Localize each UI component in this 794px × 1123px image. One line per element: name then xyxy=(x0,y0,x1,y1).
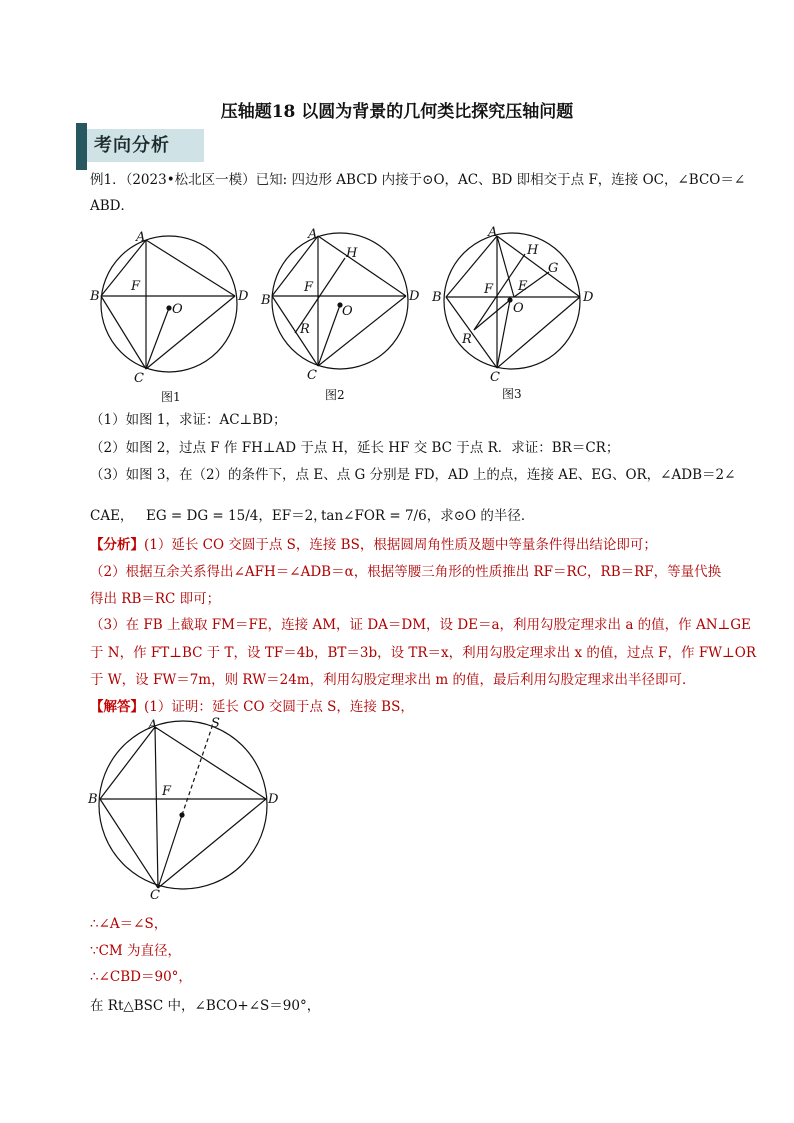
sol-label-B: B xyxy=(88,792,98,807)
figure-2 xyxy=(272,233,408,369)
analysis-text-1: (1）延长 CO 交圆于点 S，连接 BS，根据圆周角性质及题中等量条件得出结论即可； xyxy=(144,537,657,553)
page-title: 压轴题18 以圆为背景的几何类比探究压轴问题 xyxy=(220,102,574,122)
fig2-label-O: O xyxy=(342,304,353,319)
analysis-line-2: （2）根据互余关系得出∠AFH＝∠ADB＝α，根据等腰三角形的性质推出 RF＝RC，RB＝RF，等量代换 xyxy=(90,564,722,580)
solution-figure xyxy=(80,715,300,903)
analysis-line-1 xyxy=(90,535,657,555)
fig1-label-D: D xyxy=(238,289,249,304)
question-3-line-2-start: CAE， xyxy=(90,508,134,524)
solution-step-4: 在 Rt△BSC 中，∠BCO+∠S＝90°， xyxy=(90,998,321,1014)
solution-text-1: (1）证明：延长 CO 交圆于点 S，连接 BS， xyxy=(144,699,414,715)
fig3-label-O: O xyxy=(513,301,524,316)
fig3-label-B: B xyxy=(432,290,442,305)
solution-tag: 【解答】 xyxy=(90,699,144,715)
fig3-label-A: A xyxy=(488,225,498,240)
fig3-label-D: D xyxy=(583,290,594,305)
sol-label-A: A xyxy=(148,718,158,733)
analysis-line-5: 于 N，作 FT⊥BC 于 T，设 TF＝4b，BT＝3b，设 TR＝x，利用勾股定理求出 x 的值，过点 F，作 FW⊥OR xyxy=(90,645,756,661)
problem-line-1: 例1．（2023•松北区一模）已知: 四边形 ABCD 内接于⊙O，AC、BD 即相交于点 F，连接 OC，∠BCO＝∠ xyxy=(90,172,746,188)
fig3-label-R: R xyxy=(462,332,472,347)
figure-1-caption: 图1 xyxy=(161,390,181,404)
fig3-label-F: F xyxy=(484,282,494,297)
figure-3-caption: 图3 xyxy=(502,387,522,401)
section-label: 考向分析 xyxy=(94,135,170,156)
fig3-label-E: E xyxy=(518,279,528,294)
fig2-label-C: C xyxy=(307,368,317,383)
fig1-label-A: A xyxy=(136,230,146,245)
sol-label-C: C xyxy=(150,888,160,903)
analysis-tag: 【分析】 xyxy=(90,537,144,553)
geometry-figures xyxy=(0,0,794,420)
fig2-label-B: B xyxy=(261,293,271,308)
figure-3 xyxy=(444,233,580,369)
fig1-label-O: O xyxy=(172,302,183,317)
sol-label-D: D xyxy=(268,792,279,807)
fig2-label-A: A xyxy=(308,227,318,242)
figure-1 xyxy=(101,236,237,372)
fig2-label-F: F xyxy=(304,280,314,295)
question-2: （2）如图 2，过点 F 作 FH⊥AD 于点 H，延长 HF 交 BC 于点 R．求证：BR＝CR； xyxy=(90,440,620,456)
fig2-label-R: R xyxy=(300,322,310,337)
question-3-equation: EG = DG = 15/4，EF＝2， xyxy=(146,508,327,524)
fig1-label-C: C xyxy=(134,371,144,386)
fig1-label-B: B xyxy=(90,289,100,304)
figure-2-caption: 图2 xyxy=(325,388,345,402)
sol-label-S: S xyxy=(211,716,220,731)
fig2-label-H: H xyxy=(346,246,358,261)
problem-line-2: ABD． xyxy=(90,198,134,214)
analysis-line-4: （3）在 FB 上截取 FM＝FE，连接 AM，证 DA＝DM，设 DE＝a，利用勾股定理求出 a 的值，作 AN⊥GE xyxy=(90,617,751,633)
solution-step-1: ∴∠A＝∠S， xyxy=(90,916,168,932)
solution-step-2: ∵CM 为直径， xyxy=(90,943,182,959)
fig1-label-F: F xyxy=(131,279,141,294)
analysis-line-3: 得出 RB＝RC 即可； xyxy=(90,591,221,607)
fig3-label-G: G xyxy=(548,261,559,276)
fig2-label-D: D xyxy=(409,289,420,304)
question-3-line-1: （3）如图 3，在（2）的条件下，点 E、点 G 分别是 FD，AD 上的点，连接 AE、EG、OR，∠ADB＝2∠ xyxy=(90,467,736,483)
question-1: （1）如图 1，求证：AC⊥BD； xyxy=(90,412,287,428)
solution-line-1 xyxy=(90,697,414,717)
sol-label-F: F xyxy=(162,784,172,799)
question-3-tan: tan∠FOR = 7/6，求⊙O 的半径． xyxy=(321,508,535,524)
fig3-label-C: C xyxy=(490,370,500,385)
analysis-line-6: 于 W，设 FW＝7m，则 RW＝24m，利用勾股定理求出 m 的值，最后利用勾股定理求出半径即可． xyxy=(90,672,696,688)
fig3-label-H: H xyxy=(527,243,539,258)
solution-step-3: ∴∠CBD＝90°， xyxy=(90,969,192,985)
